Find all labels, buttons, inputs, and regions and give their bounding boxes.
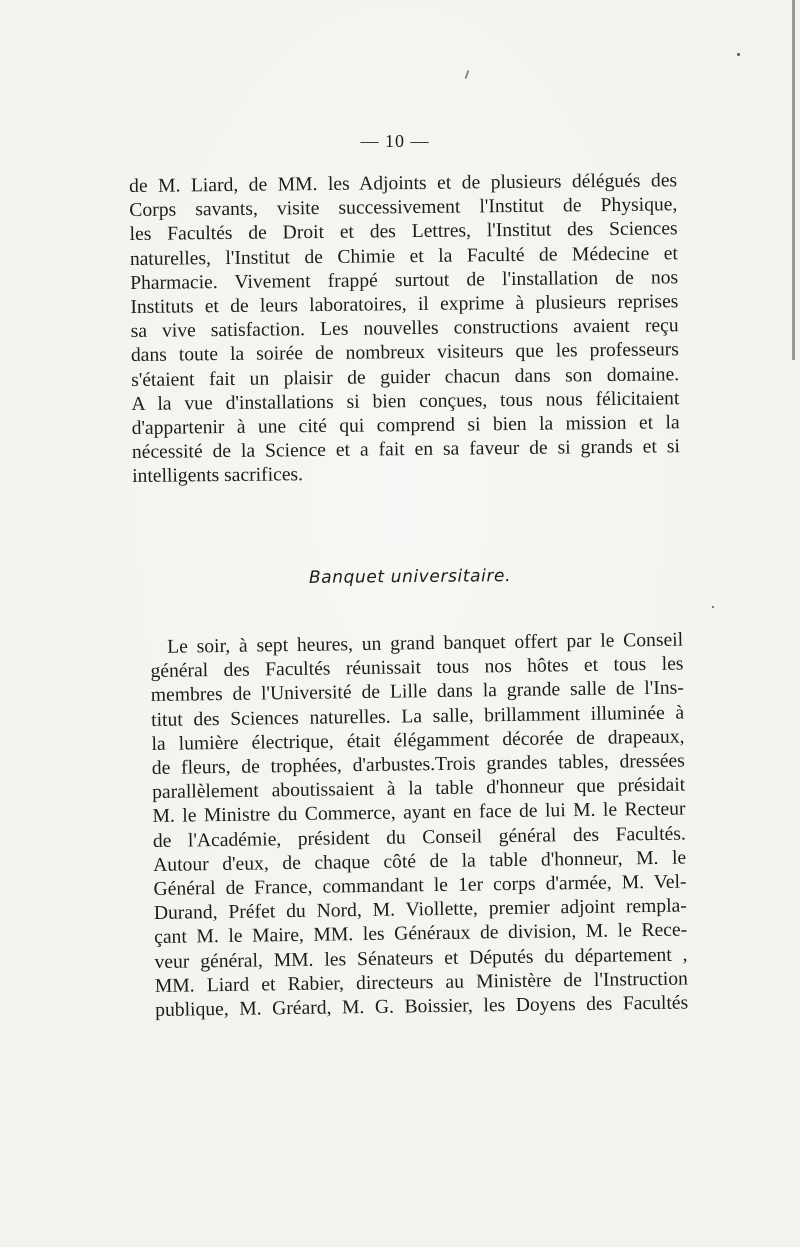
text-line: général des Facultés réunissait tous nos hôtes et tous les	[150, 653, 684, 683]
paper-speck	[712, 606, 714, 608]
text-line: Pharmacie. Vivement frappé surtout de l'installation de nos	[130, 267, 679, 294]
text-line: Le soir, à sept heures, un grand banquet offert par le Conseil	[167, 629, 684, 658]
page-number: — 10 —	[360, 131, 430, 151]
text-line: parallèlement aboutissaient à la table d'honneur que présidait	[152, 774, 686, 804]
paper-speck	[465, 70, 470, 79]
paragraph-visit	[129, 169, 680, 489]
text-line: çant M. le Maire, MM. les Généraux de division, M. le Rece-	[154, 919, 688, 949]
text-line: Instituts et de leurs laboratoires, il exprime à plusieurs reprises	[130, 291, 679, 319]
text-line: de fleurs, de trophées, d'arbustes.Trois grandes tables, dressées	[151, 750, 685, 780]
text-line: dans toute la soirée de nombreux visiteurs que les professeurs	[130, 339, 679, 367]
text-line: Durand, Préfet du Nord, M. Viollette, premier adjoint rempla-	[153, 895, 687, 925]
text-line: nécessité de la Science et a fait en sa faveur de si grands et si	[131, 436, 680, 464]
text-line: A la vue d'installations si bien conçues, tous nous félicitaient	[131, 388, 680, 415]
text-line: la lumière électrique, était élégamment décorée de drapeaux,	[151, 726, 685, 755]
text-line: de l'Académie, président du Conseil général des Facultés.	[152, 823, 686, 852]
text-line: MM. Liard et Rabier, directeurs au Ministère de l'Instruction	[154, 968, 688, 997]
text-line: veur général, MM. les Sénateurs et Députés du département ,	[154, 944, 688, 973]
text-line: d'appartenir à une cité qui comprend si bien la mission et la	[131, 412, 680, 440]
text-line: intelligents sacrifices.	[132, 464, 304, 488]
text-line: Corps savants, visite successivement l'Institut de Physique,	[129, 194, 678, 222]
paragraph-banquet	[150, 629, 688, 1024]
text-line: Général de France, commandant le 1er corps d'armée, M. Vel-	[153, 871, 687, 901]
text-line: membres de l'Université de Lille dans la grande salle de l'Ins-	[150, 677, 684, 707]
text-line: naturelles, l'Institut de Chimie et la Faculté de Médecine et	[129, 242, 678, 270]
text-line: de M. Liard, de MM. les Adjoints et de plusieurs délégués des	[129, 170, 678, 197]
text-line: titut des Sciences naturelles. La salle, brillamment illuminée à	[151, 702, 685, 731]
paper-speck	[792, 0, 795, 360]
text-line: publique, M. Gréard, M. G. Boissier, les Doyens des Facultés	[155, 992, 689, 1022]
paper-speck	[737, 53, 740, 56]
text-line: s'étaient fait un plaisir de guider chacun dans son domaine.	[131, 363, 680, 391]
text-line: sa vive satisfaction. Les nouvelles constructions avaient reçu	[130, 315, 679, 343]
text-line: les Facultés de Droit et des Lettres, l'Institut des Sciences	[129, 218, 678, 246]
text-line: Autour d'eux, de chaque côté de la table d'honneur, M. le	[153, 847, 687, 876]
text-line: M. le Ministre du Commerce, ayant en face de lui M. le Recteur	[152, 798, 686, 828]
section-heading: Banquet universitaire.	[308, 566, 512, 588]
